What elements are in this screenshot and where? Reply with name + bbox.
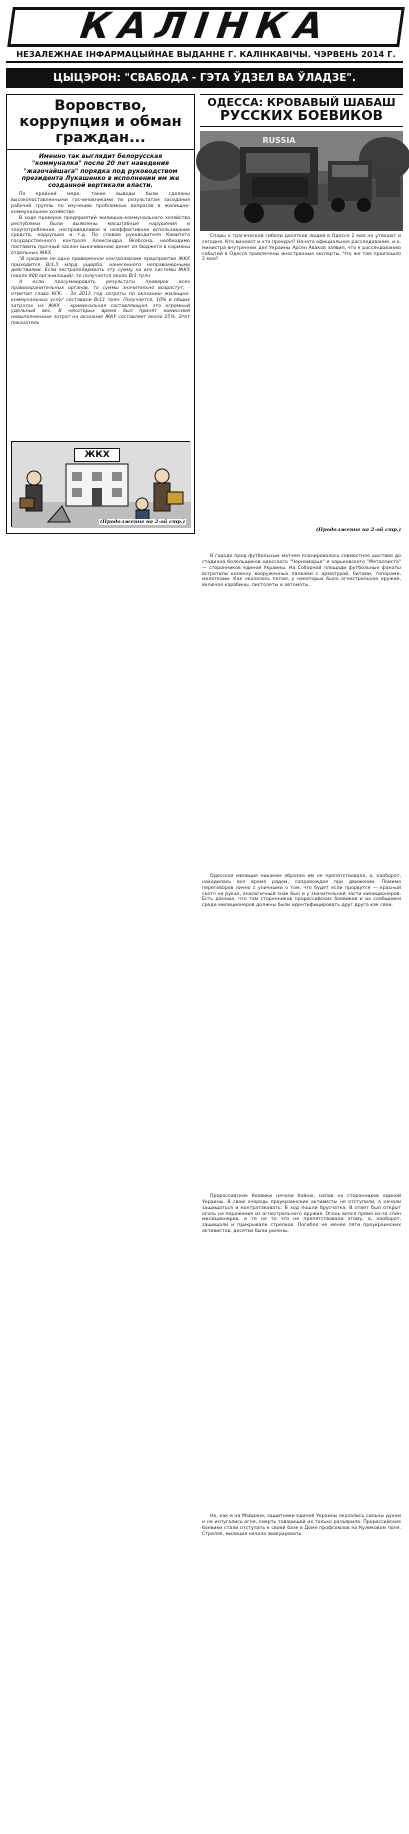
- right-article-text: [201, 234, 402, 1537]
- left-article-lead: Именно так выглядит белорусская "коммуналка" после 20 лет наведения "жазочайшага" порядка под руководством президента Лукашенко в исполнении им же созданной вертикали власти.: [21, 153, 180, 190]
- left-italic-paragraph: А если просуммировать результаты проверок всех правоохранительных органов, то суммы значительно возрастут, - отметил глава КГК. - За 2013 год затраты по оказанию жилищно-коммунальных услуг составили Br11 трлн. Получается, 10% в общих затратах на ЖКХ - криминальная составляющая, это огромный удельный вес. В некоторых время был принят комиссией невыполненным затрат на оказание ЖКУ составляет около 25%. Этот показатель: [11, 280, 190, 327]
- truck-plate-text: RUSSIA: [262, 136, 296, 145]
- right-article-headline-line1: ОДЕССА: КРОВАВЫЙ ШАБАШ: [200, 94, 403, 109]
- left-article-headline: Воровство, коррупция и обман граждан...: [7, 95, 194, 150]
- right-paragraph: Споры о трагической гибели десятков людей в Одессе 2 мая не утихают и сегодня. Кто виноват и кто преедал? Начато официальное расследование, и.о. министра внутренних дел Украины Арсен Аваков заявил, что к расследованию событий в Одессе привлечены иностранные эксперты. Что же там произошло 2 мая?: [202, 234, 401, 263]
- left-article-body: [7, 192, 194, 390]
- military-trucks-photo: [200, 131, 403, 231]
- cartoon-sign: ЖКХ: [74, 448, 120, 462]
- right-paragraph: В городе пред футбольным матчем планировалось совместное шествие до стадиона болельщиков одесского "Черноморца" и харьковского "Металлиста" — сторонников единой Украины. На Соборной площади футбольные фанаты встретили колонну вооруженных палками с арматурой, битами, топорами, молотками. Как оказалось потом, у некоторых было огнестрельное оружие, включая карабины, пистолеты и автоматы.: [202, 554, 401, 589]
- left-italic-paragraph: "В среднем не одно проверенное контролерами предприятие ЖКХ приходится Br1,5 млрд ущерба, нанесенного неправомерными действиями. Если экстраполировать эту сумму на все системы ЖКХ (около 800 организаций), то получается около Br1 трлн.: [11, 256, 190, 280]
- newspaper-title: КАЛІНКА: [7, 7, 405, 47]
- quote-bar: ЦЫЦЭРОН: "СВАБОДА - ГЭТА ЎДЗЕЛ ВА ЎЛАДЗЕ".: [6, 68, 403, 88]
- right-paragraph: Одесская милиция никаким образом им не препятствовала, а, наоборот, находилась все время рядом, сопровождая при движении. Помимо переговоров лично с уличными о том, что будет если прорвутся — красный скотч на руках, аналогичный знак был и у значительной части милиционеров. Есть данные, что там сторонников пророссийских боевиков и их сообщники среди милиционеров должны были идентифицировать друг друга как свои.: [202, 874, 401, 909]
- newspaper-subtitle: НЕЗАЛЕЖНАЕ ІНФАРМАЦЫЙНАЕ ВЫДАННЕ Г. КАЛІНКАВІЧЫ. ЧЭРВЕНЬ 2014 Г.: [16, 49, 396, 59]
- masthead: [6, 5, 403, 63]
- left-article: [6, 94, 195, 534]
- left-continuation-note[interactable]: (Продолжение на 2-ой стр.): [99, 519, 185, 525]
- right-paragraph: Пророссийские боевики начали бойню, напав на сторонников единой Украины. В свою очередь проукраинские активисты не отступили, а начали защищаться и контратаковать. В ход пошли брусчатка. В ответ был открыт огонь на поражение из огнестрельного оружия. Огонь велся прямо из-за спин милиционеров, и те не то что не препятствовали этому, а, наоборот, защищали и прикрывали стрелков. Погибло не менее пяти проукраинских активистов, десятки были ранены.: [202, 1194, 401, 1235]
- right-paragraph: Но, как и на Майдане, защитники единой Украины оказались сильны духом и не испугались огня, смерть товарищей их только разъярила. Пророссийские боевики стали отступать к своей базе в Доме профсоюзов на Куликовом поле. Стреляя, милиция начала эвакуировать: [202, 1514, 401, 1537]
- left-paragraph: По крайней мере, такие выводы были сделаны высокопоставленными госчиновниками по результатам заседания рабочей группы по изучению проблемных вопросов в жилищно-коммунальном хозяйстве.: [11, 192, 190, 216]
- photo-image: [200, 131, 403, 231]
- left-paragraph: В ходе проверок предприятий жилищно-коммунального хозяйства республики были выявлены масштабные нарушения и злоупотребления, несправедливое и неэффективное использование средств, коррупция и т.д. По словам руководителя Комитета государственного контроля Александра Якобсона, необходимо поставить прочный заслон выкачиванию денег из бюджета в карманы отдельных ЖКХ.: [11, 215, 190, 256]
- right-article: [200, 94, 403, 1537]
- right-continuation-note[interactable]: (Продолжение на 2-ой стр.): [315, 527, 401, 533]
- right-article-headline-line2: РУССКИХ БОЕВИКОВ: [200, 109, 403, 127]
- right-article-body: [200, 234, 403, 1537]
- cartoon-illustration: [11, 441, 190, 527]
